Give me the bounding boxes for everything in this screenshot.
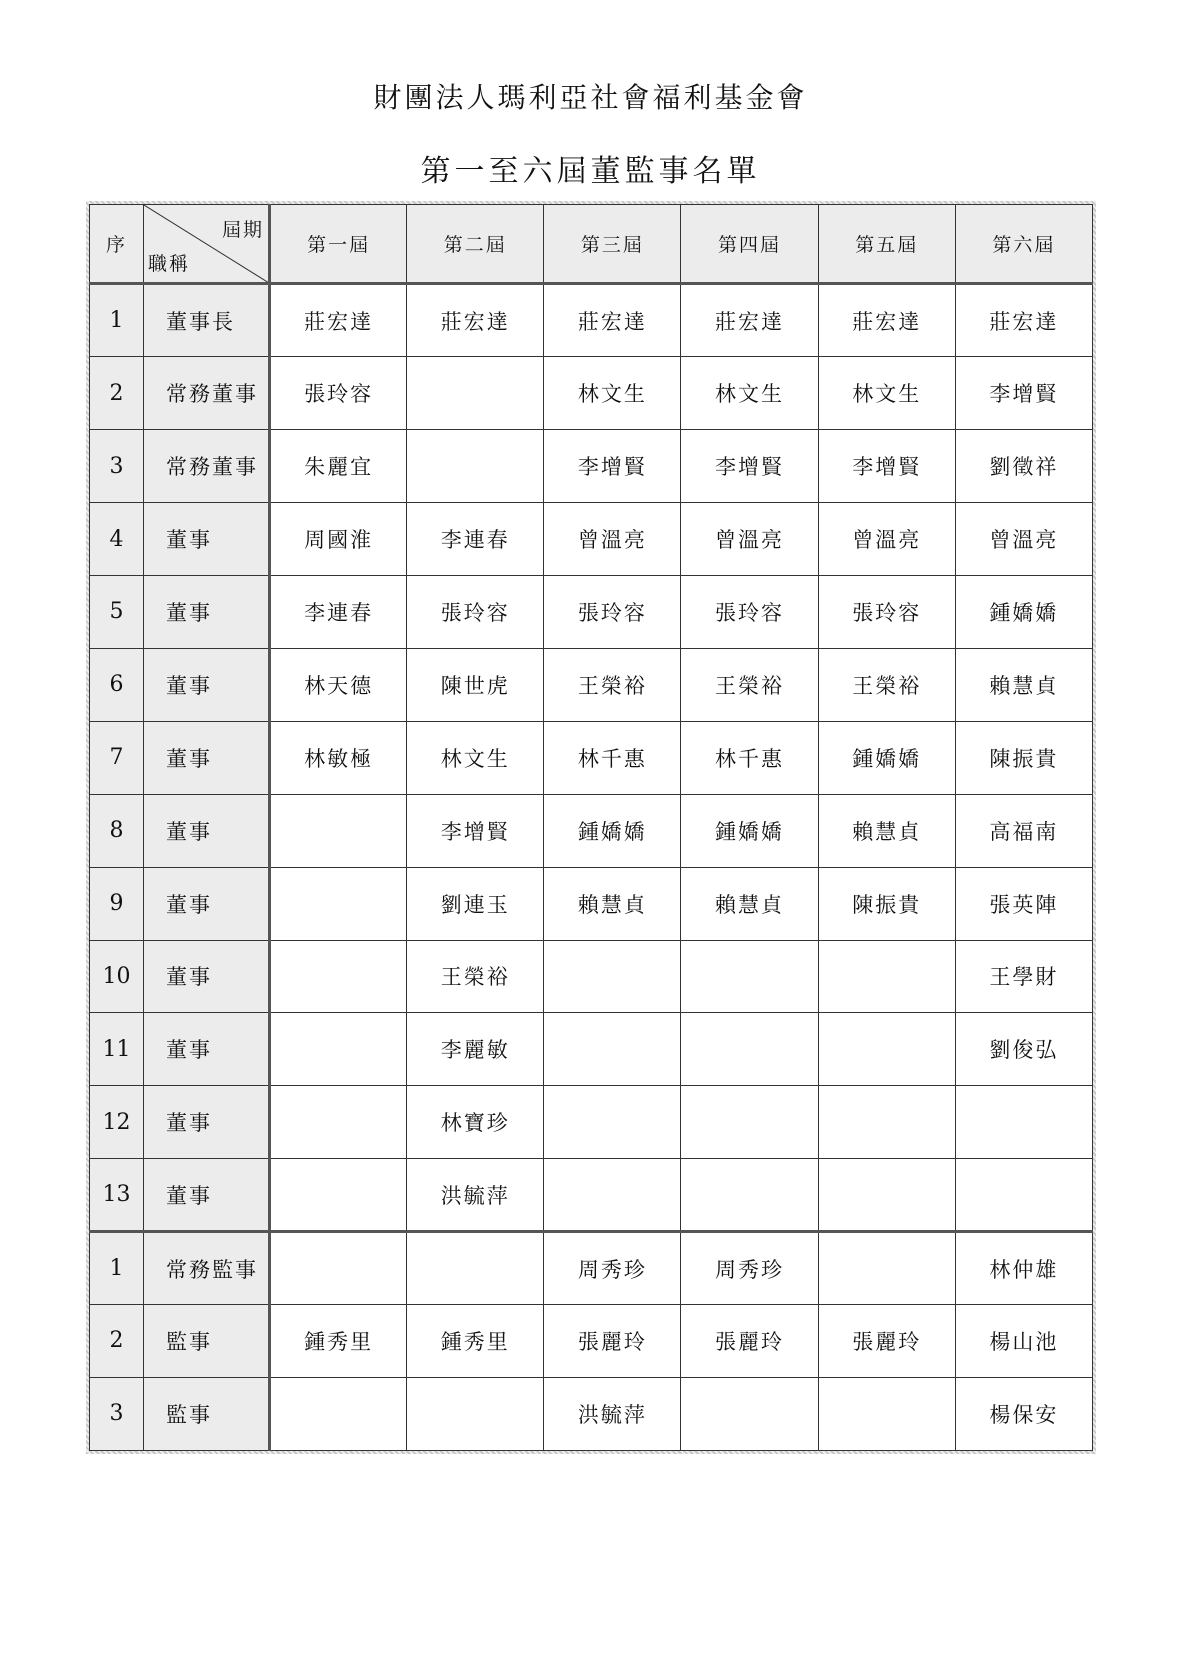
header-term: 第四屆 (681, 205, 818, 284)
member-name (681, 1086, 818, 1159)
director-row (90, 940, 1093, 1013)
row-number: 8 (90, 794, 144, 867)
member-name (681, 1377, 818, 1450)
director-row (90, 1159, 1093, 1232)
member-name: 曾溫亮 (681, 503, 818, 576)
member-name: 楊保安 (955, 1377, 1092, 1450)
member-name (270, 940, 407, 1013)
director-row (90, 1086, 1093, 1159)
header-term: 第五屆 (818, 205, 955, 284)
member-name: 洪毓萍 (544, 1377, 681, 1450)
member-name: 賴慧貞 (681, 867, 818, 940)
row-role: 董事 (144, 1086, 270, 1159)
row-role: 董事 (144, 1013, 270, 1086)
member-name (544, 940, 681, 1013)
member-name (270, 867, 407, 940)
member-name (544, 1159, 681, 1232)
member-name: 鍾嬌嬌 (681, 794, 818, 867)
member-name: 林文生 (818, 357, 955, 430)
row-number: 13 (90, 1159, 144, 1232)
row-number: 7 (90, 721, 144, 794)
member-name: 劉連玉 (407, 867, 544, 940)
header-row (90, 205, 1093, 284)
member-name: 林天德 (270, 648, 407, 721)
header-term: 第一屆 (270, 205, 407, 284)
row-role: 董事 (144, 940, 270, 1013)
member-name (407, 357, 544, 430)
member-name: 張玲容 (407, 575, 544, 648)
row-number: 9 (90, 867, 144, 940)
member-name: 李增賢 (818, 430, 955, 503)
member-name: 劉徵祥 (955, 430, 1092, 503)
director-row (90, 1013, 1093, 1086)
member-name (681, 940, 818, 1013)
member-name: 周國淮 (270, 503, 407, 576)
member-name (407, 1232, 544, 1305)
director-row (90, 648, 1093, 721)
director-row (90, 721, 1093, 794)
member-name: 曾溫亮 (955, 503, 1092, 576)
member-name: 李增賢 (407, 794, 544, 867)
row-number: 5 (90, 575, 144, 648)
director-row (90, 575, 1093, 648)
member-name: 賴慧貞 (818, 794, 955, 867)
member-name: 林千惠 (544, 721, 681, 794)
member-name (270, 1159, 407, 1232)
director-row (90, 503, 1093, 576)
member-name: 陳世虎 (407, 648, 544, 721)
member-name: 莊宏達 (681, 284, 818, 357)
member-name (407, 430, 544, 503)
member-name (818, 1159, 955, 1232)
supervisor-row (90, 1305, 1093, 1378)
member-name: 李增賢 (544, 430, 681, 503)
member-name: 李連春 (270, 575, 407, 648)
row-role: 董事 (144, 503, 270, 576)
member-name: 王榮裕 (407, 940, 544, 1013)
row-number: 10 (90, 940, 144, 1013)
member-name: 鍾秀里 (407, 1305, 544, 1378)
member-name: 鍾嬌嬌 (544, 794, 681, 867)
row-role: 董事 (144, 648, 270, 721)
member-name: 林敏極 (270, 721, 407, 794)
member-name: 張玲容 (544, 575, 681, 648)
board-table (89, 204, 1093, 1451)
row-number: 1 (90, 1232, 144, 1305)
supervisor-row (90, 1377, 1093, 1450)
header-diagonal-cell (144, 205, 270, 284)
member-name: 林文生 (407, 721, 544, 794)
member-name: 鍾嬌嬌 (818, 721, 955, 794)
member-name: 陳振貴 (818, 867, 955, 940)
director-row (90, 794, 1093, 867)
member-name (407, 1377, 544, 1450)
org-title: 財團法人瑪利亞社會福利基金會 (373, 81, 808, 114)
row-role: 監事 (144, 1305, 270, 1378)
header-term: 第六屆 (955, 205, 1092, 284)
director-row (90, 357, 1093, 430)
header-role-label: 職稱 (148, 253, 191, 276)
member-name: 張玲容 (818, 575, 955, 648)
member-name: 李連春 (407, 503, 544, 576)
member-name: 林文生 (681, 357, 818, 430)
header-index: 序 (90, 205, 144, 284)
member-name: 李增賢 (681, 430, 818, 503)
member-name (681, 1013, 818, 1086)
member-name: 莊宏達 (407, 284, 544, 357)
member-name: 張麗玲 (544, 1305, 681, 1378)
member-name: 林千惠 (681, 721, 818, 794)
row-role: 常務監事 (144, 1232, 270, 1305)
row-role: 董事 (144, 575, 270, 648)
member-name: 楊山池 (955, 1305, 1092, 1378)
row-number: 2 (90, 1305, 144, 1378)
row-role: 董事長 (144, 284, 270, 357)
supervisor-row (90, 1232, 1093, 1305)
member-name (270, 794, 407, 867)
row-role: 董事 (144, 794, 270, 867)
member-name: 鍾嬌嬌 (955, 575, 1092, 648)
member-name: 莊宏達 (818, 284, 955, 357)
member-name: 張麗玲 (818, 1305, 955, 1378)
member-name (681, 1159, 818, 1232)
member-name: 王榮裕 (544, 648, 681, 721)
row-role: 常務董事 (144, 430, 270, 503)
member-name: 張玲容 (270, 357, 407, 430)
member-name: 張麗玲 (681, 1305, 818, 1378)
member-name (270, 1086, 407, 1159)
row-role: 董事 (144, 1159, 270, 1232)
member-name: 王學財 (955, 940, 1092, 1013)
board-table-frame (86, 201, 1096, 1454)
member-name: 高福南 (955, 794, 1092, 867)
member-name: 王榮裕 (681, 648, 818, 721)
row-number: 3 (90, 1377, 144, 1450)
member-name: 洪毓萍 (407, 1159, 544, 1232)
member-name: 曾溫亮 (544, 503, 681, 576)
member-name: 賴慧貞 (955, 648, 1092, 721)
member-name: 張玲容 (681, 575, 818, 648)
member-name: 李增賢 (955, 357, 1092, 430)
row-number: 12 (90, 1086, 144, 1159)
document-title: 第一至六屆董監事名單 (420, 154, 761, 189)
row-number: 11 (90, 1013, 144, 1086)
member-name: 曾溫亮 (818, 503, 955, 576)
member-name (818, 1013, 955, 1086)
member-name: 劉俊弘 (955, 1013, 1092, 1086)
row-role: 董事 (144, 867, 270, 940)
member-name (270, 1377, 407, 1450)
row-role: 監事 (144, 1377, 270, 1450)
member-name (955, 1086, 1092, 1159)
member-name (544, 1013, 681, 1086)
row-number: 6 (90, 648, 144, 721)
row-number: 2 (90, 357, 144, 430)
member-name: 陳振貴 (955, 721, 1092, 794)
member-name (818, 940, 955, 1013)
header-term: 第二屆 (407, 205, 544, 284)
row-number: 3 (90, 430, 144, 503)
header-term: 第三屆 (544, 205, 681, 284)
member-name (270, 1232, 407, 1305)
director-row (90, 867, 1093, 940)
member-name: 賴慧貞 (544, 867, 681, 940)
member-name: 周秀珍 (544, 1232, 681, 1305)
row-role: 董事 (144, 721, 270, 794)
member-name: 莊宏達 (544, 284, 681, 357)
member-name: 張英陣 (955, 867, 1092, 940)
row-number: 4 (90, 503, 144, 576)
member-name: 林仲雄 (955, 1232, 1092, 1305)
member-name: 周秀珍 (681, 1232, 818, 1305)
member-name: 鍾秀里 (270, 1305, 407, 1378)
member-name: 李麗敏 (407, 1013, 544, 1086)
member-name: 林文生 (544, 357, 681, 430)
member-name: 莊宏達 (955, 284, 1092, 357)
member-name (544, 1086, 681, 1159)
member-name (818, 1232, 955, 1305)
header-term-label: 屆期 (221, 219, 264, 241)
member-name (955, 1159, 1092, 1232)
member-name: 王榮裕 (818, 648, 955, 721)
member-name (818, 1086, 955, 1159)
member-name: 莊宏達 (270, 284, 407, 357)
member-name: 林寶珍 (407, 1086, 544, 1159)
member-name: 朱麗宜 (270, 430, 407, 503)
director-row (90, 430, 1093, 503)
row-role: 常務董事 (144, 357, 270, 430)
member-name (818, 1377, 955, 1450)
member-name (270, 1013, 407, 1086)
row-number: 1 (90, 284, 144, 357)
director-row (90, 284, 1093, 357)
